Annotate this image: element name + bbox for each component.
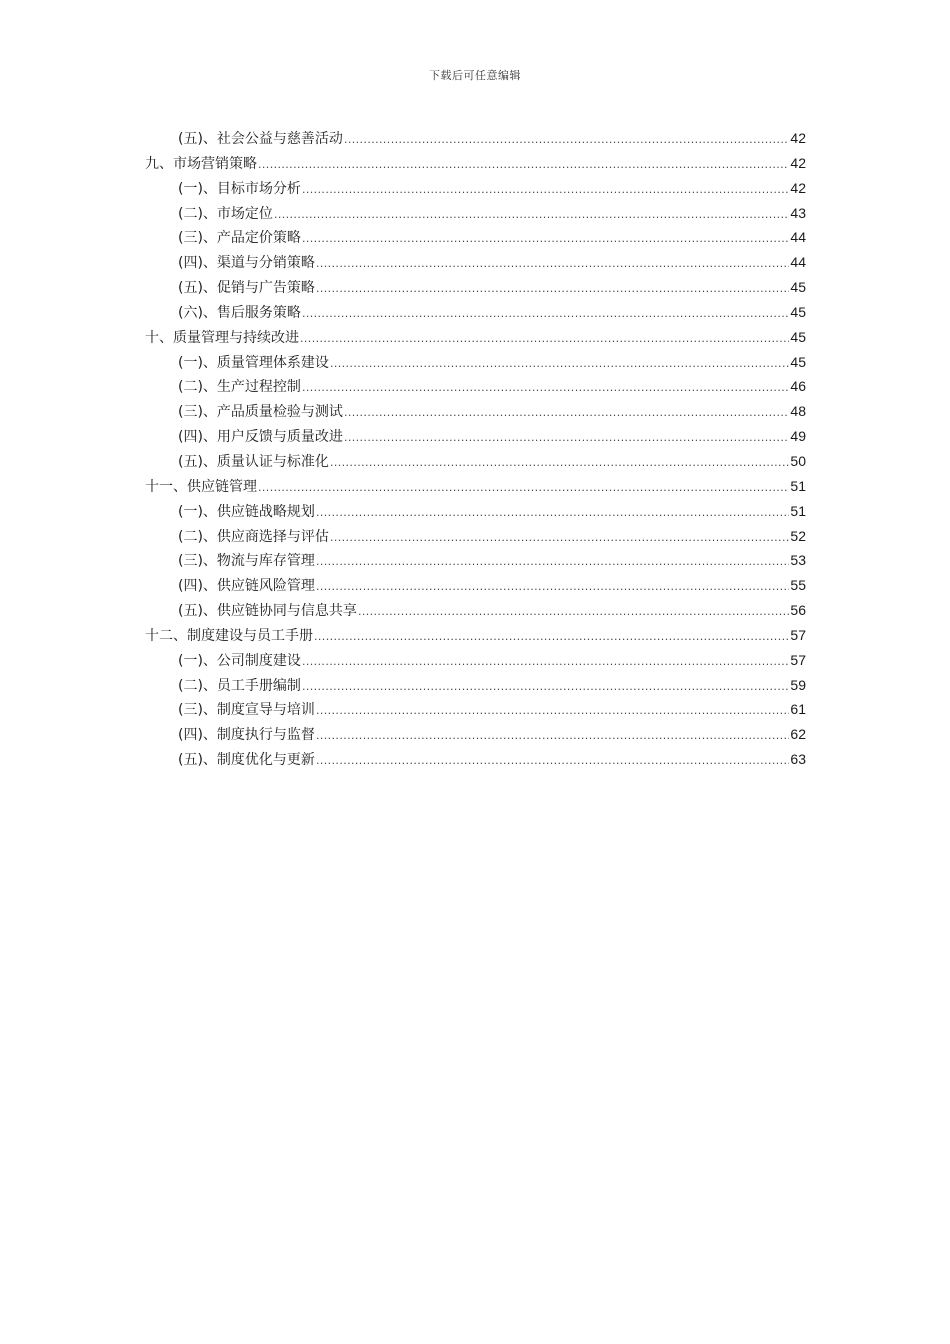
toc-dot-leader [302,675,789,700]
toc-dot-leader [358,600,789,625]
toc-section-entry[interactable] [145,399,806,424]
toc-entry-label: 十一、供应链管理 [145,478,257,495]
toc-dot-leader [316,749,789,774]
toc-section-entry[interactable] [145,524,806,549]
toc-section-entry[interactable] [145,201,806,226]
toc-dot-leader [344,426,789,451]
toc-page-number: 45 [790,328,806,345]
toc-dot-leader [316,575,789,600]
toc-dot-leader [330,352,789,377]
toc-dot-leader [330,526,789,551]
toc-chapter-entry[interactable] [145,474,806,499]
toc-section-entry[interactable] [145,275,806,300]
toc-dot-leader [300,327,789,352]
toc-dot-leader [258,153,789,178]
toc-page-number: 51 [790,502,806,519]
toc-dot-leader [316,724,789,749]
toc-page-number: 45 [790,279,806,296]
toc-chapter-entry[interactable] [145,151,806,176]
toc-dot-leader [316,277,789,302]
toc-page-number: 50 [790,452,806,469]
toc-dot-leader [316,699,789,724]
toc-dot-leader [302,650,789,675]
toc-page-number: 49 [790,428,806,445]
toc-page-number: 45 [790,353,806,370]
toc-entry-label: 九、市场营销策略 [145,155,257,172]
toc-chapter-entry[interactable] [145,325,806,350]
toc-dot-leader [302,178,789,203]
toc-dot-leader [344,128,789,153]
toc-page-number: 48 [790,403,806,420]
toc-entry-label: (一)、公司制度建设 [178,652,301,669]
toc-page-number: 57 [790,651,806,668]
toc-entry-label: 十二、制度建设与员工手册 [145,627,313,644]
toc-entry-label: (三)、制度宣导与培训 [178,702,315,719]
toc-dot-leader [302,302,789,327]
toc-entry-label: (二)、员工手册编制 [178,677,301,694]
toc-page-number: 63 [790,751,806,768]
toc-page-number: 46 [790,378,806,395]
toc-page-number: 44 [790,229,806,246]
toc-entry-label: (三)、物流与库存管理 [178,553,315,570]
toc-dot-leader [302,376,789,401]
toc-section-entry[interactable] [145,225,806,250]
toc-page-number: 42 [790,130,806,146]
toc-dot-leader [330,451,789,476]
toc-dot-leader [316,501,789,526]
toc-section-entry[interactable] [145,499,806,524]
toc-page-number: 61 [790,701,806,718]
toc-entry-label: (三)、产品质量检验与测试 [178,404,343,421]
toc-section-entry[interactable] [145,176,806,201]
toc-entry-label: (一)、目标市场分析 [178,180,301,197]
toc-entry-label: 十、质量管理与持续改进 [145,329,299,346]
toc-entry-label: (五)、社会公益与慈善活动 [178,131,343,147]
toc-entry-label: (一)、供应链战略规划 [178,503,315,520]
toc-entry-label: (四)、渠道与分销策略 [178,255,315,272]
toc-dot-leader [274,203,789,228]
toc-page-number: 44 [790,254,806,271]
toc-section-entry[interactable] [145,673,806,698]
toc-entry-label: (四)、用户反馈与质量改进 [178,429,343,446]
toc-page-number: 45 [790,303,806,320]
toc-entry-label: (三)、产品定价策略 [178,230,301,247]
toc-page-number: 56 [790,602,806,619]
toc-dot-leader [258,476,789,501]
toc-page-number: 42 [790,179,806,196]
toc-section-entry[interactable] [145,573,806,598]
toc-entry-label: (一)、质量管理体系建设 [178,354,329,371]
toc-entry-label: (二)、生产过程控制 [178,379,301,396]
toc-section-entry[interactable] [145,722,806,747]
toc-section-entry[interactable] [145,648,806,673]
toc-section-entry[interactable] [145,747,806,772]
toc-page-number: 42 [790,154,806,171]
toc-entry-label: (五)、促销与广告策略 [178,280,315,297]
toc-page-number: 43 [790,204,806,221]
toc-dot-leader [302,227,789,252]
toc-section-entry[interactable] [145,449,806,474]
toc-page-number: 62 [790,726,806,743]
toc-page-number: 55 [790,577,806,594]
toc-page-number: 53 [790,552,806,569]
toc-entry-label: (五)、供应链协同与信息共享 [178,603,357,620]
toc-section-entry[interactable] [145,350,806,375]
toc-page-number: 59 [790,676,806,693]
toc-entry-label: (二)、市场定位 [178,205,273,222]
toc-page-number: 57 [790,626,806,643]
toc-chapter-entry[interactable] [145,623,806,648]
toc-entry-label: (二)、供应商选择与评估 [178,528,329,545]
toc-section-entry[interactable] [145,424,806,449]
toc-entry-label: (五)、制度优化与更新 [178,752,315,769]
toc-page-number: 52 [790,527,806,544]
toc-dot-leader [316,252,789,277]
toc-section-entry[interactable] [145,126,806,151]
toc-section-entry[interactable] [145,374,806,399]
page-header: 下载后可任意编辑 [429,69,521,82]
toc-section-entry[interactable] [145,250,806,275]
toc-dot-leader [314,625,789,650]
toc-section-entry[interactable] [145,300,806,325]
toc-entry-label: (六)、售后服务策略 [178,304,301,321]
toc-dot-leader [344,401,789,426]
toc-entry-label: (五)、质量认证与标准化 [178,453,329,470]
toc-page-number: 51 [790,477,806,494]
toc-entry-label: (四)、供应链风险管理 [178,578,315,595]
toc-dot-leader [316,550,789,575]
toc-section-entry[interactable] [145,697,806,722]
toc-section-entry[interactable] [145,548,806,573]
toc-entry-label: (四)、制度执行与监督 [178,727,315,744]
table-of-contents [145,126,806,772]
toc-section-entry[interactable] [145,598,806,623]
